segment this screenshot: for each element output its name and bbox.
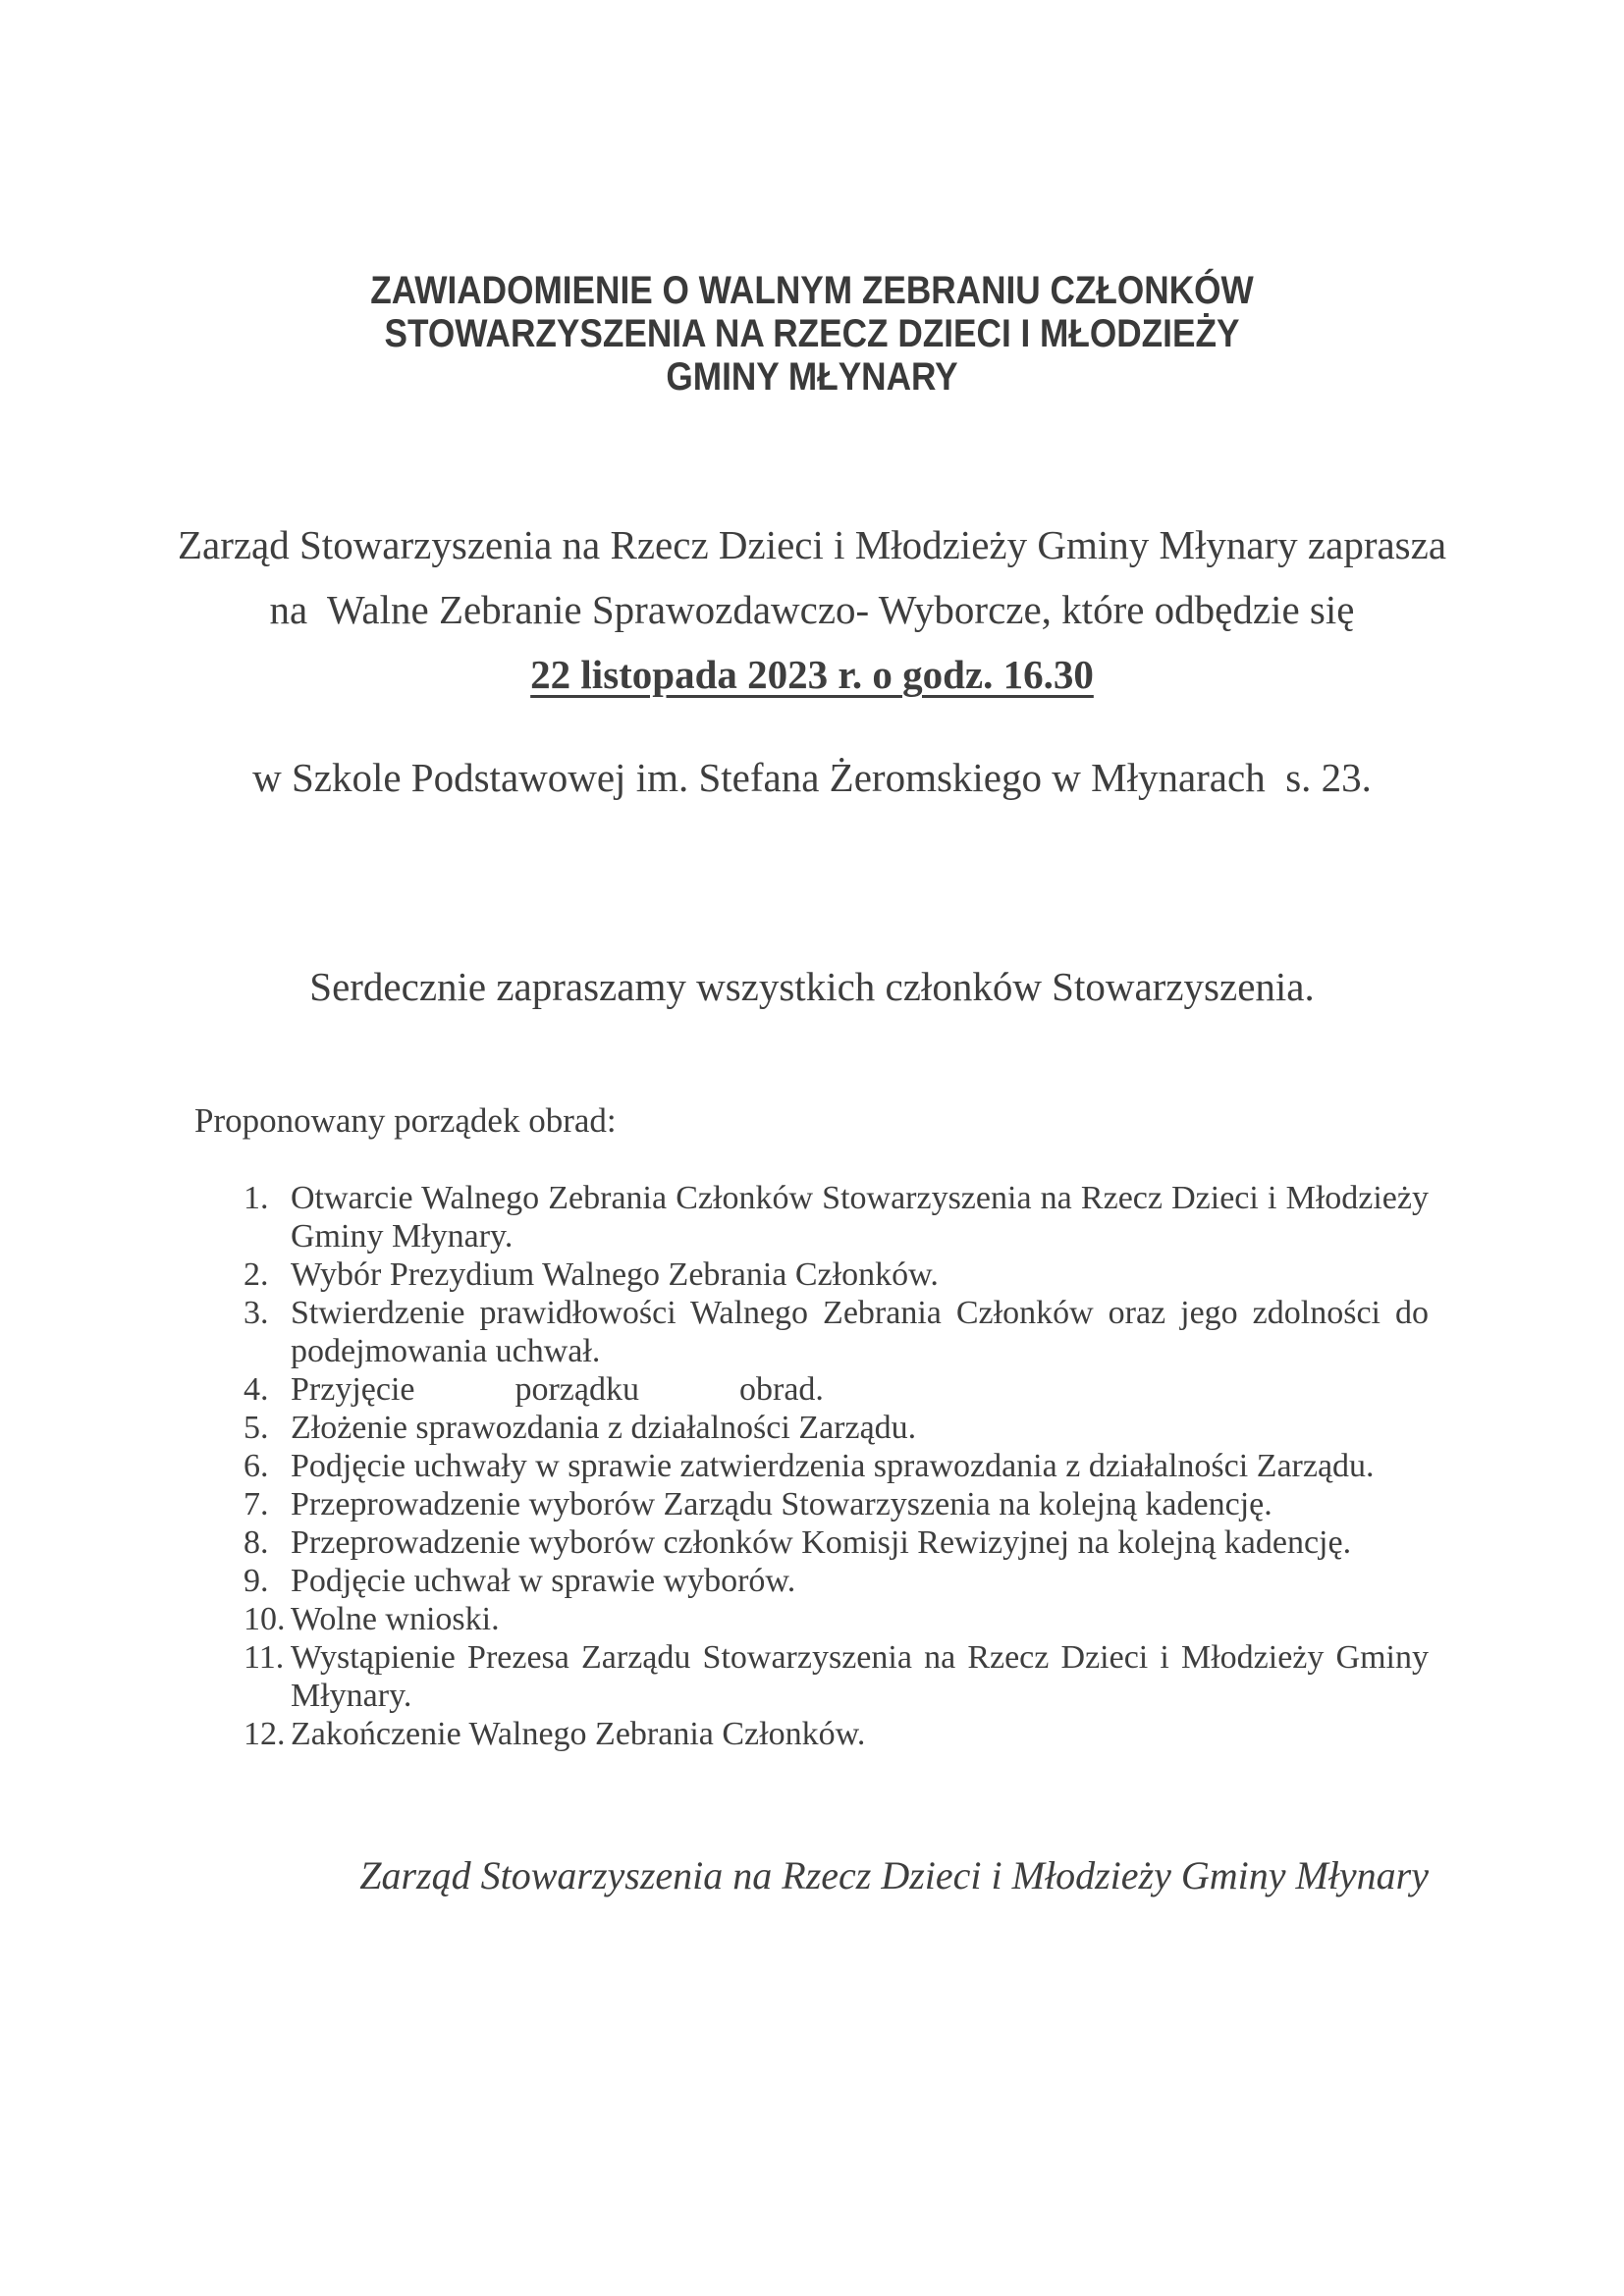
agenda-item-text: Wolne wnioski. — [291, 1601, 500, 1637]
meeting-date-line — [0, 642, 1624, 707]
agenda-item-number: 7. — [244, 1486, 269, 1522]
agenda-item-text: Złożenie sprawozdania z działalności Zarządu. — [291, 1410, 917, 1446]
document-title-line-1: ZAWIADOMIENIE O WALNYM ZEBRANIU CZŁONKÓW — [370, 269, 1254, 312]
agenda-item-10 — [194, 1600, 1429, 1638]
document-title-line-2: STOWARZYSZENIA NA RZECZ DZIECI I MŁODZIEŻY — [384, 312, 1240, 355]
agenda-list — [194, 1179, 1429, 1753]
agenda-item-5 — [194, 1409, 1429, 1447]
agenda-item-12 — [194, 1715, 1429, 1753]
agenda-item-3 — [194, 1294, 1429, 1370]
agenda-item-2 — [194, 1255, 1429, 1294]
agenda-item-6 — [194, 1447, 1429, 1485]
agenda-item-8 — [194, 1523, 1429, 1562]
agenda-item-text: Otwarcie Walnego Zebrania Członków Stowarzyszenia na Rzecz Dzieci i Młodzieży Gminy Młynary. — [291, 1180, 1429, 1255]
agenda-item-number: 3. — [244, 1295, 269, 1331]
agenda-item-text: Wybór Prezydium Walnego Zebrania Członków. — [291, 1256, 939, 1293]
document-title-line-3: GMINY MŁYNARY — [666, 355, 958, 399]
agenda-item-number: 6. — [244, 1448, 269, 1484]
intro-line-1: Zarząd Stowarzyszenia na Rzecz Dzieci i Młodzieży Gminy Młynary zaprasza — [177, 522, 1447, 567]
agenda-item-number: 8. — [244, 1524, 269, 1561]
signature-line: Zarząd Stowarzyszenia na Rzecz Dzieci i Młodzieży Gminy Młynary — [359, 1853, 1429, 1897]
agenda-item-text: Podjęcie uchwał w sprawie wyborów. — [291, 1563, 796, 1599]
agenda-item-text: Zakończenie Walnego Zebrania Członków. — [291, 1716, 866, 1752]
agenda-item-number: 9. — [244, 1563, 269, 1599]
agenda-item-number: 4. — [244, 1371, 269, 1408]
agenda-item-number: 2. — [244, 1256, 269, 1293]
agenda-item-text: Przyjęcie porządku obrad. — [291, 1371, 824, 1408]
agenda-item-number: 12. — [244, 1716, 286, 1752]
agenda-item-text: Wystąpienie Prezesa Zarządu Stowarzyszenia na Rzecz Dzieci i Młodzieży Gminy Młynary. — [291, 1639, 1429, 1714]
agenda-item-text: Przeprowadzenie wyborów członków Komisji Rewizyjnej na kolejną kadencję. — [291, 1524, 1352, 1561]
agenda-item-number: 1. — [244, 1180, 269, 1216]
agenda-item-text: Stwierdzenie prawidłowości Walnego Zebrania Członków oraz jego zdolności do podejmowania uchwał. — [291, 1295, 1429, 1369]
agenda-item-4 — [194, 1370, 1429, 1409]
agenda-item-number: 11. — [244, 1639, 285, 1676]
agenda-item-11 — [194, 1638, 1429, 1715]
agenda-item-text: Podjęcie uchwały w sprawie zatwierdzenia sprawozdania z działalności Zarządu. — [291, 1448, 1375, 1484]
agenda-item-1 — [194, 1179, 1429, 1255]
document-title — [97, 269, 1527, 399]
venue-line: w Szkole Podstawowej im. Stefana Żeromskiego w Młynarach s. 23. — [252, 755, 1372, 800]
invitation-line: Serdecznie zapraszamy wszystkich członków Stowarzyszenia. — [309, 964, 1315, 1009]
meeting-date-text: 22 listopada 2023 r. o godz. 16.30 — [530, 652, 1094, 697]
agenda-item-number: 5. — [244, 1410, 269, 1446]
agenda-item-number: 10. — [244, 1601, 286, 1637]
agenda-item-7 — [194, 1485, 1429, 1523]
agenda-item-text: Przeprowadzenie wyborów Zarządu Stowarzyszenia na kolejną kadencję. — [291, 1486, 1272, 1522]
agenda-heading: Proponowany porządek obrad: — [194, 1101, 617, 1140]
intro-line-2: na Walne Zebranie Sprawozdawczo- Wyborcze, które odbędzie się — [269, 587, 1355, 632]
agenda-item-9 — [194, 1562, 1429, 1600]
